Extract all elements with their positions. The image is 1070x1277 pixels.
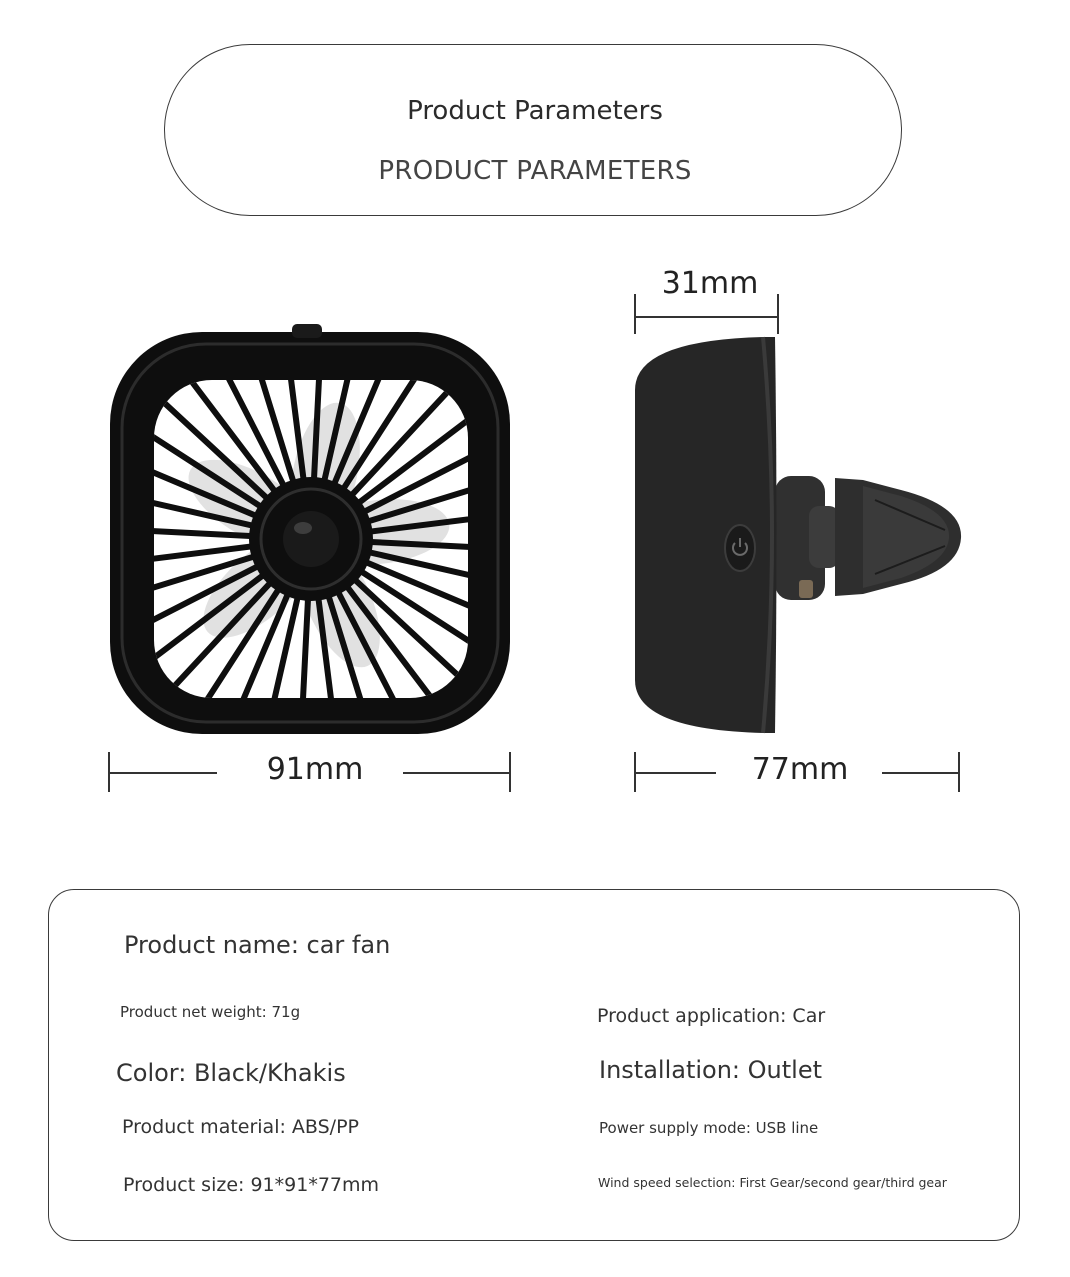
depth-tick-left (634, 294, 636, 334)
spec-wind-speed: Wind speed selection: First Gear/second gear/third gear (598, 1175, 947, 1190)
spec-power-supply: Power supply mode: USB line (599, 1119, 819, 1137)
spec-size: Product size: 91*91*77mm (123, 1174, 380, 1196)
fan-side-image (625, 330, 975, 740)
dim-line-right (403, 772, 510, 774)
spec-application: Product application: Car (597, 1005, 826, 1027)
front-width-label: 91mm (266, 752, 364, 787)
spec-product-name: Product name: car fan (124, 931, 391, 959)
side-tick-right (958, 752, 960, 792)
side-line-right (882, 772, 959, 774)
header-subtitle: PRODUCT PARAMETERS (378, 156, 692, 186)
dim-tick-right (509, 752, 511, 792)
header-pill (164, 44, 902, 216)
header-title: Product Parameters (407, 96, 663, 126)
side-depth-label: 31mm (661, 266, 759, 301)
fan-front-image (100, 320, 520, 750)
depth-tick-right (777, 294, 779, 334)
depth-line (635, 316, 778, 318)
side-width-label: 77mm (751, 752, 849, 787)
spec-net-weight: Product net weight: 71g (120, 1003, 301, 1021)
spec-color: Color: Black/Khakis (116, 1059, 346, 1087)
spec-material: Product material: ABS/PP (122, 1116, 359, 1138)
side-line-left (635, 772, 716, 774)
dim-line-left (109, 772, 217, 774)
spec-installation: Installation: Outlet (599, 1056, 822, 1084)
